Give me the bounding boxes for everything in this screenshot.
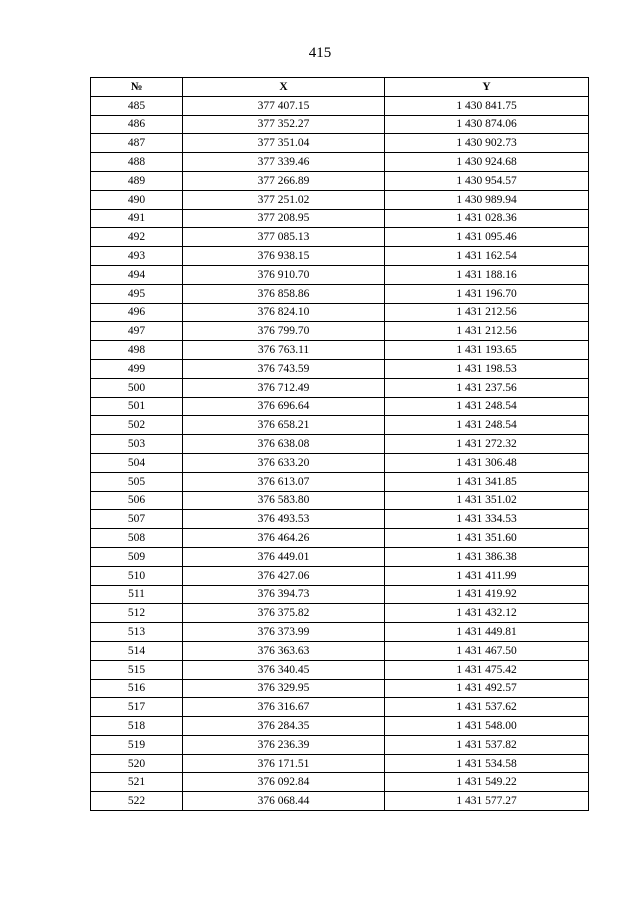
cell-y: 1 431 548.00 <box>385 717 589 736</box>
table-row <box>91 378 589 397</box>
cell-number: 492 <box>91 228 183 247</box>
table-row <box>91 96 589 115</box>
cell-number: 507 <box>91 510 183 529</box>
cell-x: 376 583.80 <box>183 491 385 510</box>
cell-x: 377 251.02 <box>183 190 385 209</box>
cell-y: 1 431 162.54 <box>385 247 589 266</box>
cell-number: 501 <box>91 397 183 416</box>
cell-x: 377 085.13 <box>183 228 385 247</box>
cell-y: 1 431 432.12 <box>385 604 589 623</box>
table-row <box>91 416 589 435</box>
cell-y: 1 431 334.53 <box>385 510 589 529</box>
table-row <box>91 284 589 303</box>
cell-number: 512 <box>91 604 183 623</box>
header-number: № <box>91 78 183 97</box>
cell-x: 377 266.89 <box>183 171 385 190</box>
cell-x: 376 236.39 <box>183 735 385 754</box>
header-x: X <box>183 78 385 97</box>
header-y: Y <box>385 78 589 97</box>
cell-y: 1 431 212.56 <box>385 303 589 322</box>
cell-number: 486 <box>91 115 183 134</box>
table-row <box>91 322 589 341</box>
cell-x: 376 284.35 <box>183 717 385 736</box>
table-row <box>91 623 589 642</box>
cell-x: 377 351.04 <box>183 134 385 153</box>
cell-x: 376 858.86 <box>183 284 385 303</box>
cell-y: 1 430 989.94 <box>385 190 589 209</box>
cell-number: 517 <box>91 698 183 717</box>
cell-y: 1 430 924.68 <box>385 153 589 172</box>
cell-number: 502 <box>91 416 183 435</box>
table-row <box>91 679 589 698</box>
cell-number: 490 <box>91 190 183 209</box>
cell-number: 495 <box>91 284 183 303</box>
cell-y: 1 431 237.56 <box>385 378 589 397</box>
cell-x: 376 910.70 <box>183 265 385 284</box>
cell-y: 1 431 212.56 <box>385 322 589 341</box>
table-row <box>91 604 589 623</box>
table-row <box>91 247 589 266</box>
table-row <box>91 171 589 190</box>
cell-x: 376 373.99 <box>183 623 385 642</box>
table-row <box>91 717 589 736</box>
cell-number: 522 <box>91 792 183 811</box>
cell-x: 376 493.53 <box>183 510 385 529</box>
cell-y: 1 431 351.60 <box>385 529 589 548</box>
cell-y: 1 431 449.81 <box>385 623 589 642</box>
table-row <box>91 134 589 153</box>
cell-x: 376 316.67 <box>183 698 385 717</box>
cell-y: 1 431 188.16 <box>385 265 589 284</box>
cell-number: 496 <box>91 303 183 322</box>
table-header <box>91 78 589 97</box>
cell-x: 376 799.70 <box>183 322 385 341</box>
table-row <box>91 153 589 172</box>
table-row <box>91 547 589 566</box>
cell-number: 515 <box>91 660 183 679</box>
cell-number: 516 <box>91 679 183 698</box>
cell-x: 376 763.11 <box>183 341 385 360</box>
cell-y: 1 431 095.46 <box>385 228 589 247</box>
cell-y: 1 431 492.57 <box>385 679 589 698</box>
cell-x: 376 824.10 <box>183 303 385 322</box>
cell-x: 376 712.49 <box>183 378 385 397</box>
cell-x: 376 394.73 <box>183 585 385 604</box>
cell-number: 498 <box>91 341 183 360</box>
cell-y: 1 431 475.42 <box>385 660 589 679</box>
cell-y: 1 431 467.50 <box>385 641 589 660</box>
table-row <box>91 773 589 792</box>
cell-y: 1 431 534.58 <box>385 754 589 773</box>
cell-y: 1 431 198.53 <box>385 359 589 378</box>
cell-y: 1 431 577.27 <box>385 792 589 811</box>
cell-x: 376 171.51 <box>183 754 385 773</box>
table-row <box>91 265 589 284</box>
cell-y: 1 431 248.54 <box>385 416 589 435</box>
cell-y: 1 430 954.57 <box>385 171 589 190</box>
table-row <box>91 435 589 454</box>
cell-y: 1 431 386.38 <box>385 547 589 566</box>
cell-number: 504 <box>91 453 183 472</box>
cell-x: 377 352.27 <box>183 115 385 134</box>
cell-number: 511 <box>91 585 183 604</box>
cell-y: 1 431 272.32 <box>385 435 589 454</box>
table-row <box>91 566 589 585</box>
cell-number: 491 <box>91 209 183 228</box>
table-row <box>91 698 589 717</box>
table-row <box>91 453 589 472</box>
cell-number: 508 <box>91 529 183 548</box>
cell-number: 520 <box>91 754 183 773</box>
table-row <box>91 792 589 811</box>
cell-number: 505 <box>91 472 183 491</box>
table-row <box>91 491 589 510</box>
cell-y: 1 431 411.99 <box>385 566 589 585</box>
cell-number: 494 <box>91 265 183 284</box>
cell-x: 377 407.15 <box>183 96 385 115</box>
cell-x: 376 658.21 <box>183 416 385 435</box>
page-number: 415 <box>308 45 332 61</box>
cell-x: 376 068.44 <box>183 792 385 811</box>
cell-number: 513 <box>91 623 183 642</box>
cell-x: 376 449.01 <box>183 547 385 566</box>
cell-y: 1 431 341.85 <box>385 472 589 491</box>
cell-y: 1 431 537.82 <box>385 735 589 754</box>
cell-y: 1 431 248.54 <box>385 397 589 416</box>
table-row <box>91 529 589 548</box>
cell-number: 485 <box>91 96 183 115</box>
coordinates-table <box>90 77 589 811</box>
table-row <box>91 359 589 378</box>
table-row <box>91 209 589 228</box>
table-row <box>91 735 589 754</box>
cell-number: 514 <box>91 641 183 660</box>
cell-number: 493 <box>91 247 183 266</box>
cell-y: 1 431 028.36 <box>385 209 589 228</box>
cell-x: 376 340.45 <box>183 660 385 679</box>
table-row <box>91 190 589 209</box>
cell-number: 509 <box>91 547 183 566</box>
cell-y: 1 430 902.73 <box>385 134 589 153</box>
cell-x: 376 329.95 <box>183 679 385 698</box>
cell-y: 1 430 841.75 <box>385 96 589 115</box>
cell-number: 506 <box>91 491 183 510</box>
cell-y: 1 431 537.62 <box>385 698 589 717</box>
cell-number: 488 <box>91 153 183 172</box>
cell-number: 499 <box>91 359 183 378</box>
cell-number: 489 <box>91 171 183 190</box>
cell-x: 376 092.84 <box>183 773 385 792</box>
cell-number: 497 <box>91 322 183 341</box>
cell-number: 500 <box>91 378 183 397</box>
cell-x: 376 938.15 <box>183 247 385 266</box>
table-body <box>91 96 589 810</box>
table-row <box>91 472 589 491</box>
cell-x: 376 375.82 <box>183 604 385 623</box>
table-row <box>91 510 589 529</box>
cell-x: 376 613.07 <box>183 472 385 491</box>
cell-y: 1 431 196.70 <box>385 284 589 303</box>
table-row <box>91 754 589 773</box>
cell-x: 376 427.06 <box>183 566 385 585</box>
table-row <box>91 641 589 660</box>
table-row <box>91 397 589 416</box>
cell-y: 1 431 419.92 <box>385 585 589 604</box>
cell-y: 1 430 874.06 <box>385 115 589 134</box>
cell-y: 1 431 306.48 <box>385 453 589 472</box>
cell-number: 487 <box>91 134 183 153</box>
table-row <box>91 585 589 604</box>
cell-number: 519 <box>91 735 183 754</box>
cell-x: 376 743.59 <box>183 359 385 378</box>
table-row <box>91 660 589 679</box>
cell-number: 510 <box>91 566 183 585</box>
table-row <box>91 303 589 322</box>
cell-y: 1 431 351.02 <box>385 491 589 510</box>
cell-number: 521 <box>91 773 183 792</box>
table-row <box>91 228 589 247</box>
cell-number: 503 <box>91 435 183 454</box>
cell-x: 377 339.46 <box>183 153 385 172</box>
table-row <box>91 115 589 134</box>
cell-x: 376 633.20 <box>183 453 385 472</box>
cell-number: 518 <box>91 717 183 736</box>
cell-x: 376 464.26 <box>183 529 385 548</box>
header-row <box>91 78 589 97</box>
cell-x: 377 208.95 <box>183 209 385 228</box>
table-row <box>91 341 589 360</box>
cell-x: 376 696.64 <box>183 397 385 416</box>
cell-y: 1 431 193.65 <box>385 341 589 360</box>
cell-x: 376 363.63 <box>183 641 385 660</box>
cell-x: 376 638.08 <box>183 435 385 454</box>
cell-y: 1 431 549.22 <box>385 773 589 792</box>
